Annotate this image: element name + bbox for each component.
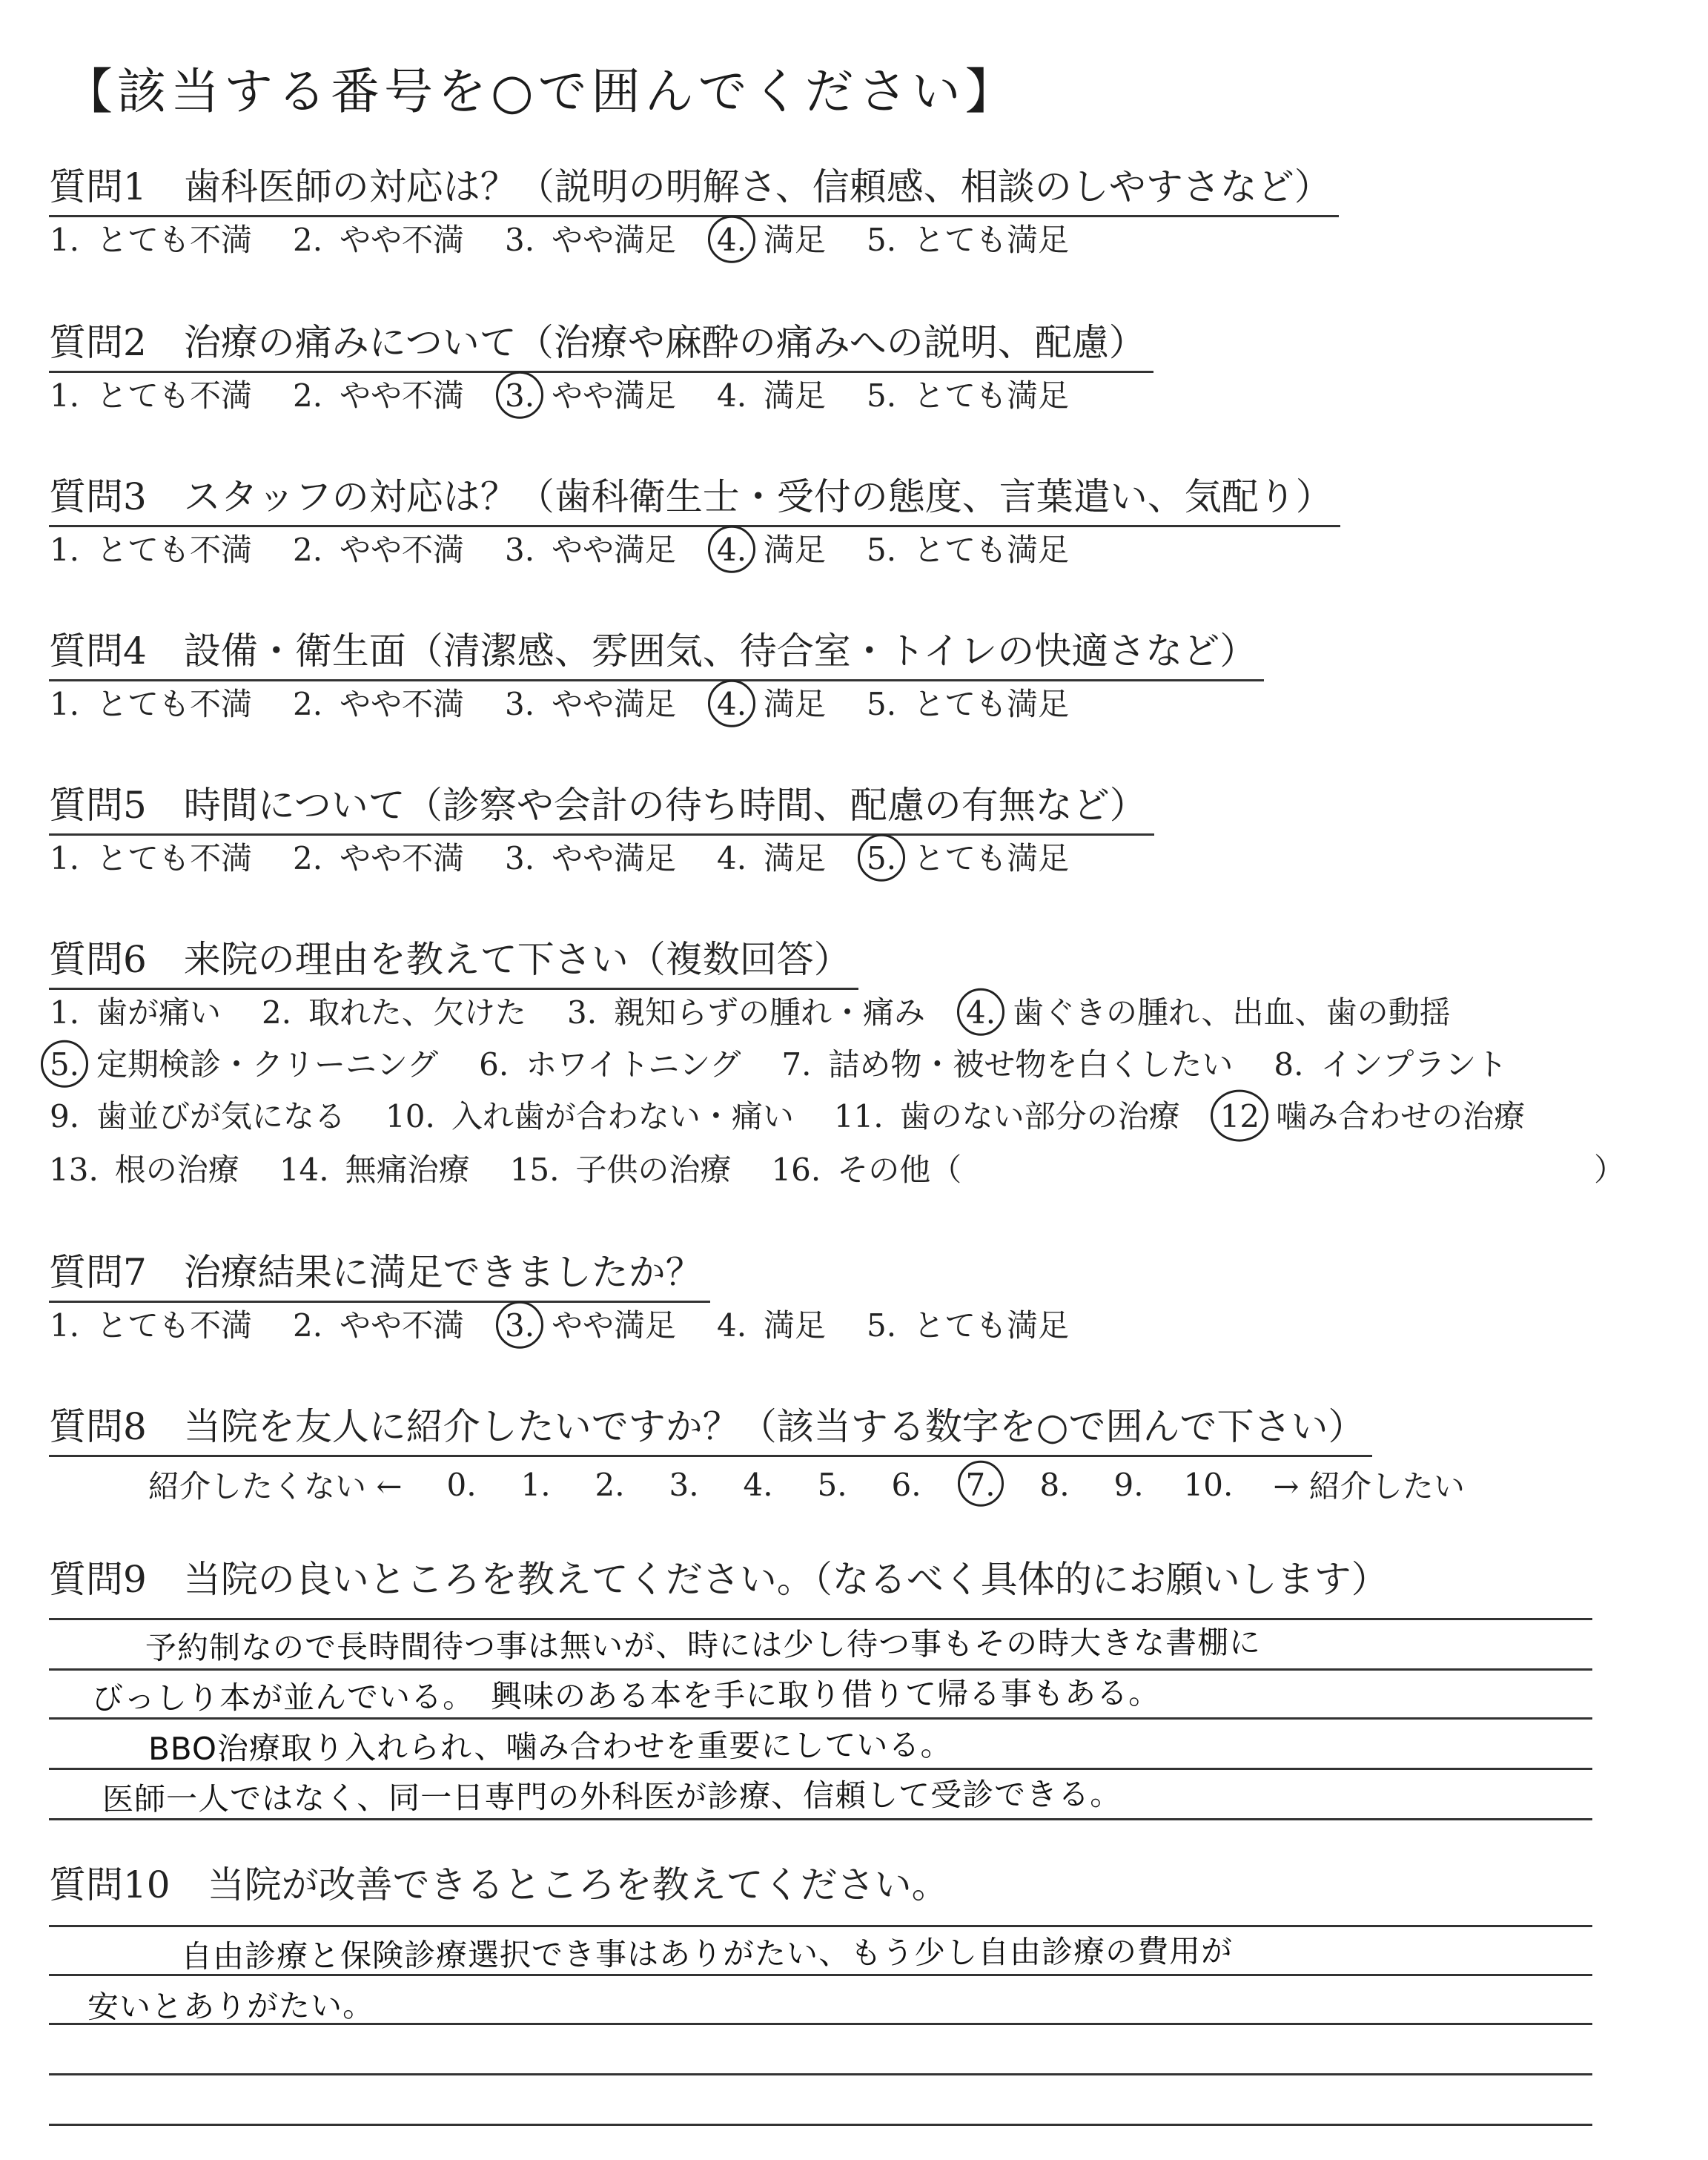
q6-option-7[interactable]: 7. 詰め物・被せ物を白くしたい: [781, 1046, 1234, 1083]
q8-score-7-circled[interactable]: 7.: [961, 1467, 1000, 1503]
q2-option-1[interactable]: 1. とても不満: [49, 377, 253, 414]
q1-option-4-circled[interactable]: 4. 満足: [717, 222, 827, 258]
question-3-title: 質問3 スタッフの対応は？（歯科衛生士・受付の態度、言葉遣い、気配り）: [49, 475, 1340, 527]
q6-option-6[interactable]: 6. ホワイトニング: [479, 1046, 741, 1083]
q10-answer-line-1[interactable]: 自由診療と保険診療選択でき事はありがたい、もう少し自由診療の費用が: [180, 1932, 1234, 1975]
q8-score-3[interactable]: 3.: [669, 1466, 699, 1503]
question-4-title: 質問4 設備・衛生面（清潔感、雰囲気、待合室・トイレの快適さなど）: [49, 629, 1264, 681]
q5-option-4[interactable]: 4. 満足: [717, 840, 827, 876]
q8-score-8[interactable]: 8.: [1039, 1466, 1070, 1503]
q9-answer-line-2[interactable]: びっしり本が並んでいる。 興味のある本を手に取り借りて帰る事もある。: [91, 1674, 1161, 1717]
q9-answer-line-4[interactable]: 医師一人ではなく、同一日専門の外科医が診療、信頼して受診できる。: [102, 1775, 1122, 1817]
question-10-title: 質問10 当院が改善できるところを教えてください。: [49, 1863, 949, 1906]
question-2-title: 質問2 治療の痛みについて（治療や麻酔の痛みへの説明、配慮）: [49, 320, 1153, 373]
answer-line: [49, 2073, 1592, 2075]
answer-line: [49, 2124, 1592, 2126]
q6-option-5-circled[interactable]: 5. 定期検診・クリーニング: [49, 1046, 439, 1083]
q1-option-2[interactable]: 2. やや不満: [292, 222, 465, 258]
question-9-title: 質問9 当院の良いところを教えてください。（なるべく具体的にお願いします）: [49, 1558, 1388, 1601]
q9-answer-line-1[interactable]: 予約制なので長時間待つ事は無いが、時には少し待つ事もその時大きな書棚に: [145, 1624, 1262, 1666]
q6-option-10[interactable]: 10. 入れ歯が合わない・痛い: [385, 1098, 794, 1135]
q7-option-4[interactable]: 4. 満足: [717, 1307, 827, 1344]
q6-option-2[interactable]: 2. 取れた、欠けた: [261, 994, 527, 1031]
question-6-row-3: [49, 1097, 1565, 1136]
q2-option-3-circled[interactable]: 3. やや満足: [504, 377, 677, 414]
q7-option-3-circled[interactable]: 3. やや満足: [504, 1307, 677, 1344]
question-1-options: [49, 221, 1109, 260]
q6-option-3[interactable]: 3. 親知らずの腫れ・痛み: [566, 994, 926, 1031]
q5-option-1[interactable]: 1. とても不満: [49, 840, 253, 876]
q7-option-2[interactable]: 2. やや不満: [292, 1307, 465, 1344]
page-header: 【該当する番号を○で囲んでください】: [64, 63, 1019, 120]
q3-option-4-circled[interactable]: 4. 満足: [717, 532, 827, 568]
q8-score-9[interactable]: 9.: [1113, 1466, 1144, 1503]
question-8-title: 質問8 当院を友人に紹介したいですか？（該当する数字を○で囲んで下さい）: [49, 1404, 1372, 1457]
q6-option-13[interactable]: 13. 根の治療: [49, 1152, 239, 1188]
q3-option-3[interactable]: 3. やや満足: [504, 532, 677, 568]
q6-option-8[interactable]: 8. インプラント: [1274, 1046, 1508, 1083]
q4-option-1[interactable]: 1. とても不満: [49, 686, 253, 722]
q8-left-label: 紹介したくない ←: [148, 1468, 403, 1505]
question-5-title: 質問5 時間について（診察や会計の待ち時間、配慮の有無など）: [49, 783, 1154, 836]
question-7-options: [49, 1307, 1109, 1345]
q4-option-5[interactable]: 5. とても満足: [867, 686, 1070, 722]
q8-score-1[interactable]: 1.: [520, 1466, 551, 1503]
q6-option-15[interactable]: 15. 子供の治療: [509, 1152, 732, 1188]
q6-option-16[interactable]: 16. その他（: [771, 1152, 962, 1188]
q8-score-10[interactable]: 10.: [1183, 1466, 1234, 1503]
q6-option-14[interactable]: 14. 無痛治療: [279, 1152, 470, 1188]
q5-option-2[interactable]: 2. やや不満: [292, 840, 465, 876]
question-7-title: 質問7 治療結果に満足できましたか？: [49, 1250, 710, 1303]
q7-option-1[interactable]: 1. とても不満: [49, 1307, 253, 1344]
q8-score-2[interactable]: 2.: [595, 1466, 625, 1503]
q4-option-2[interactable]: 2. やや不満: [292, 686, 465, 722]
q8-score-4[interactable]: 4.: [743, 1466, 773, 1503]
q8-score-5[interactable]: 5.: [817, 1466, 847, 1503]
q7-option-5[interactable]: 5. とても満足: [867, 1307, 1070, 1344]
q6-option-9[interactable]: 9. 歯並びが気になる: [49, 1098, 346, 1135]
q6-other-close-paren: ）: [1594, 1152, 1626, 1188]
q8-score-0[interactable]: 0.: [446, 1466, 477, 1503]
question-2-options: [49, 377, 1109, 415]
q9-answer-line-3[interactable]: BBO治療取り入れられ、噛み合わせを重要にしている。: [148, 1726, 953, 1767]
q3-option-2[interactable]: 2. やや不満: [292, 532, 465, 568]
q4-option-4-circled[interactable]: 4. 満足: [717, 686, 827, 722]
q2-option-5[interactable]: 5. とても満足: [867, 377, 1070, 414]
question-4-options: [49, 685, 1109, 724]
q6-option-1[interactable]: 1. 歯が痛い: [49, 994, 222, 1031]
q6-option-12-circled[interactable]: 12 噛み合わせの治療: [1219, 1098, 1526, 1135]
question-6-title: 質問6 来院の理由を教えて下さい（複数回答）: [49, 937, 858, 990]
question-6-row-4: [49, 1151, 1606, 1189]
q2-option-4[interactable]: 4. 満足: [717, 377, 827, 414]
question-3-options: [49, 531, 1109, 569]
q6-option-11[interactable]: 11. 歯のない部分の治療: [833, 1098, 1180, 1135]
q5-option-3[interactable]: 3. やや満足: [504, 840, 677, 876]
q4-option-3[interactable]: 3. やや満足: [504, 686, 677, 722]
q1-option-5[interactable]: 5. とても満足: [867, 222, 1070, 258]
q3-option-1[interactable]: 1. とても不満: [49, 532, 253, 568]
question-1-title: 質問1 歯科医師の対応は？（説明の明解さ、信頼感、相談のしやすさなど）: [49, 165, 1339, 217]
question-8-scale: [148, 1462, 1465, 1507]
q1-option-3[interactable]: 3. やや満足: [504, 222, 677, 258]
q3-option-5[interactable]: 5. とても満足: [867, 532, 1070, 568]
q1-option-1[interactable]: 1. とても不満: [49, 222, 253, 258]
q8-right-label: → 紹介したい: [1273, 1468, 1465, 1505]
question-6-row-2: [49, 1046, 1547, 1084]
q6-option-4-circled[interactable]: 4. 歯ぐきの腫れ、出血、歯の動揺: [966, 994, 1451, 1031]
question-5-options: [49, 839, 1109, 878]
q2-option-2[interactable]: 2. やや不満: [292, 377, 465, 414]
q10-answer-line-2[interactable]: 安いとありがたい。: [87, 1986, 375, 2025]
answer-line: [49, 1925, 1592, 1927]
question-6-row-1: [49, 994, 1491, 1032]
q8-score-6[interactable]: 6.: [891, 1466, 921, 1503]
q5-option-5-circled[interactable]: 5. とても満足: [867, 840, 1070, 876]
